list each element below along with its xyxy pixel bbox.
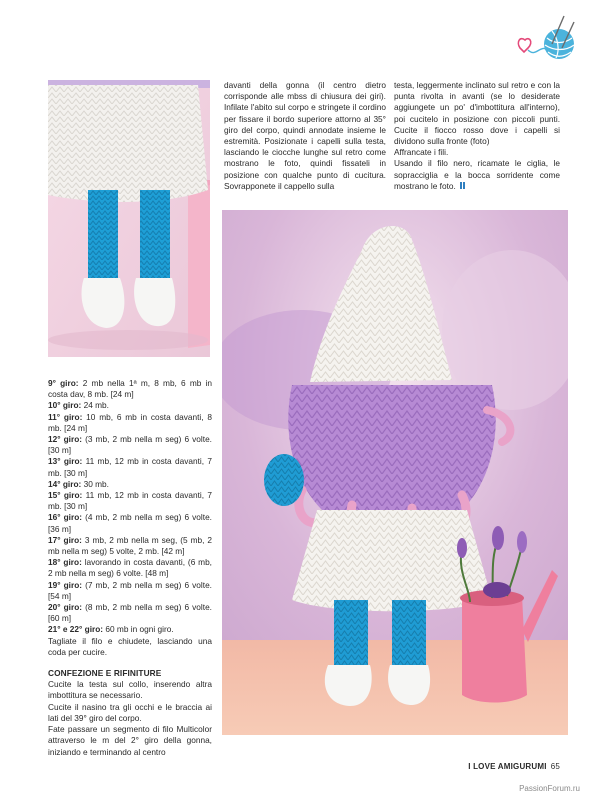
round-item bbox=[48, 400, 212, 411]
finishing-heading: CONFEZIONE E RIFINITURE bbox=[48, 668, 162, 679]
round-item bbox=[48, 624, 212, 635]
round-item bbox=[48, 456, 212, 478]
finishing-paragraph-1: Cucite la testa sul collo, inserendo altra imbottitura se necessario. bbox=[48, 679, 212, 701]
round-text: 11 mb, 12 mb in costa davanti, 7 mb. [30 m] bbox=[48, 490, 212, 512]
instructions-column-2 bbox=[224, 80, 386, 192]
round-item bbox=[48, 434, 212, 456]
page-number: 65 bbox=[550, 762, 560, 771]
round-text: lavorando in costa davanti, (6 mb, 2 mb nella m seg) 6 volte. [48 m] bbox=[48, 557, 212, 579]
round-label: 20° giro: bbox=[48, 602, 83, 613]
round-label: 10° giro: bbox=[48, 400, 82, 411]
round-item bbox=[48, 512, 212, 534]
end-mark-icon bbox=[459, 181, 465, 192]
round-text: 60 mb in ogni giro. bbox=[103, 624, 174, 635]
round-label: 16° giro: bbox=[48, 512, 83, 523]
col3-paragraph-3-text: Usando il filo nero, ricamate le ciglia, le sopracciglia e la bocca sorridente come mostrano le foto. bbox=[394, 158, 560, 191]
round-label: 12° giro: bbox=[48, 434, 83, 445]
col3-paragraph-3 bbox=[394, 158, 560, 192]
round-text: 2 mb nella 1ª m, 8 mb, 6 mb in costa dav, 8 mb. [24 m] bbox=[48, 378, 213, 400]
col3-paragraph-2: Affrancate i fili. bbox=[394, 147, 449, 158]
col3-paragraph-1: testa, leggermente inclinato sul retro e con la punta rivolta in avanti (se lo desiderate aggiungete un po' d'imbottitura all'interno), poi cucitelo in posizione con piccoli punti. Cucite il fiocco rosso dove i capelli si dividono sulla fronte (foto) bbox=[394, 80, 560, 147]
round-item bbox=[48, 412, 212, 434]
round-text: (8 mb, 2 mb nella m seg) 6 volte. [60 m] bbox=[48, 602, 212, 624]
round-text: 11 mb, 12 mb in costa davanti, 7 mb. [30 m] bbox=[48, 456, 212, 478]
round-label: 19° giro: bbox=[48, 579, 83, 590]
round-label: 14° giro: bbox=[48, 478, 82, 489]
round-label: 11° giro: bbox=[48, 411, 83, 422]
round-label: 21° e 22° giro: bbox=[48, 624, 104, 635]
round-label: 13° giro: bbox=[48, 456, 83, 467]
round-text: (7 mb, 2 mb nella m seg) 6 volte. [54 m] bbox=[48, 579, 212, 601]
round-label: 17° giro: bbox=[48, 534, 82, 545]
doll-legs-photo bbox=[48, 80, 210, 357]
rounds-list bbox=[48, 378, 212, 636]
round-label: 15° giro: bbox=[48, 490, 83, 501]
round-item bbox=[48, 490, 212, 512]
finishing-paragraph-3: Fate passare un segmento di filo Multicolor attraverso le m del 2° giro della gonna, iniziando e terminando al centro bbox=[48, 724, 212, 757]
magazine-title: I LOVE AMIGURUMI bbox=[468, 762, 547, 771]
instructions-column-3 bbox=[394, 80, 560, 192]
doll-back-photo bbox=[222, 210, 568, 735]
round-label: 18° giro: bbox=[48, 557, 82, 568]
closing-text: Tagliate il filo e chiudete, lasciando una coda per cucire. bbox=[48, 635, 212, 657]
round-item bbox=[48, 602, 212, 624]
round-text: 30 mb. bbox=[81, 478, 109, 489]
instructions-column-1 bbox=[48, 378, 212, 758]
yarn-ball-heart-icon bbox=[514, 14, 580, 70]
round-label: 9° giro: bbox=[48, 378, 79, 388]
round-item bbox=[48, 535, 212, 557]
watermark: PassionForum.ru bbox=[519, 784, 580, 793]
page-footer bbox=[468, 762, 560, 771]
col2-paragraph: davanti della gonna (il centro dietro corrisponde alle mbss di chiusura dei giri). Infilate l'abito sul corpo e stringete il cordino per fissare il bordo superiore attorno al 35° giro del corpo, quindi annodate insieme le estremità. Posizionate i capelli sulla testa, lasciando le ciocche lunghe sul retro come mostrano le foto, quindi fissateli in posizione con qualche punto di cucitura. Sovrapponete il cappello sulla bbox=[224, 80, 386, 191]
round-text: 24 mb. bbox=[81, 400, 109, 411]
round-item bbox=[48, 479, 212, 490]
round-text: 10 mb, 6 mb in costa davanti, 8 mb. [24 m] bbox=[48, 411, 213, 433]
round-item bbox=[48, 378, 212, 400]
round-text: 3 mb, 2 mb nella m seg, (5 mb, 2 mb nella m seg) 5 volte, 2 mb. [42 m] bbox=[48, 534, 212, 557]
round-text: (4 mb, 2 mb nella m seg) 6 volte. [36 m] bbox=[48, 512, 212, 534]
round-text: (3 mb, 2 mb nella m seg) 6 volte. [30 m] bbox=[48, 434, 212, 456]
round-item bbox=[48, 580, 212, 602]
finishing-paragraph-2: Cucite il nasino tra gli occhi e le braccia ai lati del 39° giro del corpo. bbox=[48, 701, 212, 723]
round-item bbox=[48, 557, 212, 579]
